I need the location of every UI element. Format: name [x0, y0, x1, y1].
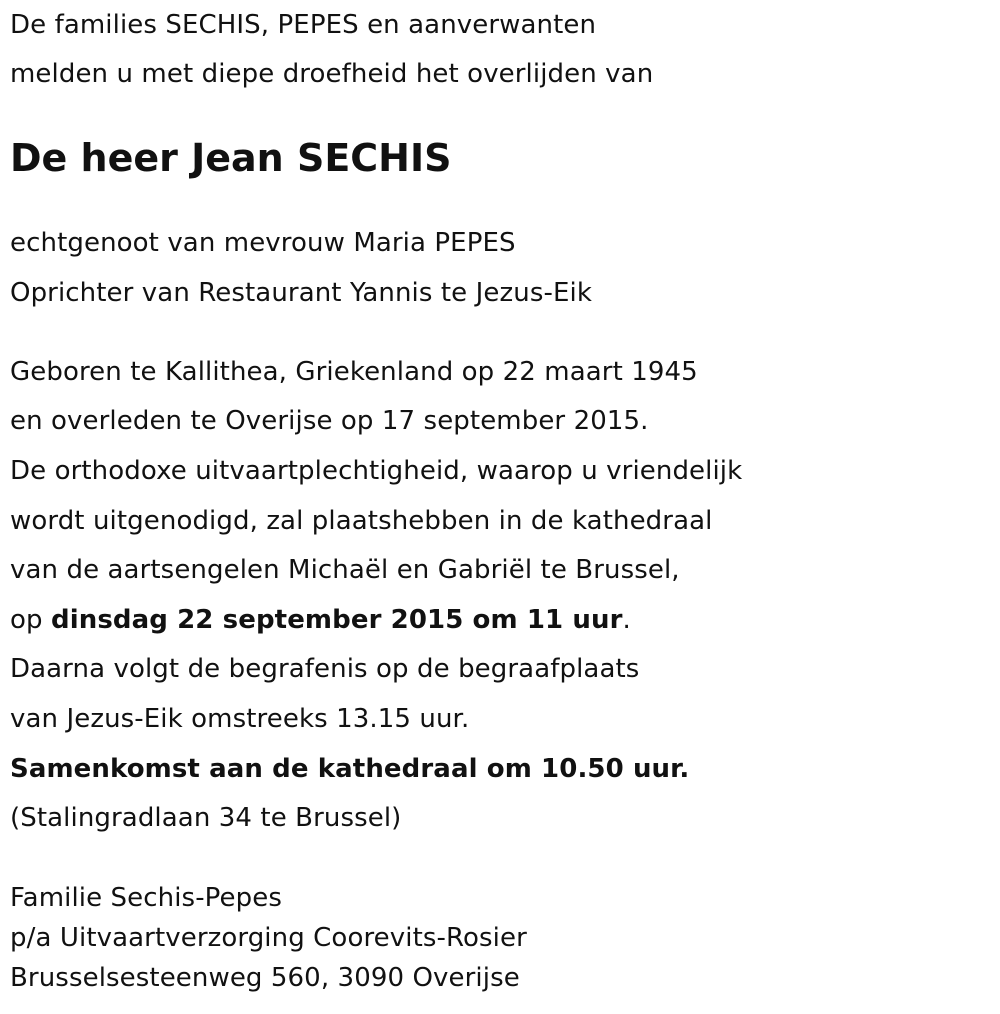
ceremony-line-3: van de aartsengelen Michaël en Gabriël te Brussel, — [10, 555, 680, 585]
intro-line-1: De families SECHIS, PEPES en aanverwanten — [10, 10, 597, 40]
death-line: en overleden te Overijse op 17 september 2015. — [10, 406, 649, 436]
ceremony-line-1: De orthodoxe uitvaartplechtigheid, waarop u vriendelijk — [10, 456, 743, 486]
founder-line: Oprichter van Restaurant Yannis te Jezus-Eik — [10, 278, 592, 308]
gathering-address: (Stalingradlaan 34 te Brussel) — [10, 803, 402, 833]
spouse-line: echtgenoot van mevrouw Maria PEPES — [10, 228, 516, 258]
intro-line-2: melden u met diepe droefheid het overlijden van — [10, 59, 654, 89]
ceremony-date: dinsdag 22 september 2015 om 11 uur — [50, 605, 623, 635]
ceremony-line-2: wordt uitgenodigd, zal plaatshebben in de kathedraal — [10, 506, 713, 536]
deceased-name: De heer Jean SECHIS — [10, 136, 452, 180]
date-suffix: . — [622, 605, 631, 635]
burial-line-1: Daarna volgt de begrafenis op de begraafplaats — [10, 654, 640, 684]
contact-address: Brusselsesteenweg 560, 3090 Overijse — [10, 963, 520, 993]
date-prefix: op — [10, 605, 51, 635]
contact-family: Familie Sechis-Pepes — [10, 883, 282, 913]
burial-line-2: van Jezus-Eik omstreeks 13.15 uur. — [10, 704, 470, 734]
gathering-line: Samenkomst aan de kathedraal om 10.50 uur. — [10, 754, 690, 784]
birth-line: Geboren te Kallithea, Griekenland op 22 maart 1945 — [10, 357, 698, 387]
contact-undertaker: p/a Uitvaartverzorging Coorevits-Rosier — [10, 923, 527, 953]
ceremony-date-line — [10, 605, 631, 635]
